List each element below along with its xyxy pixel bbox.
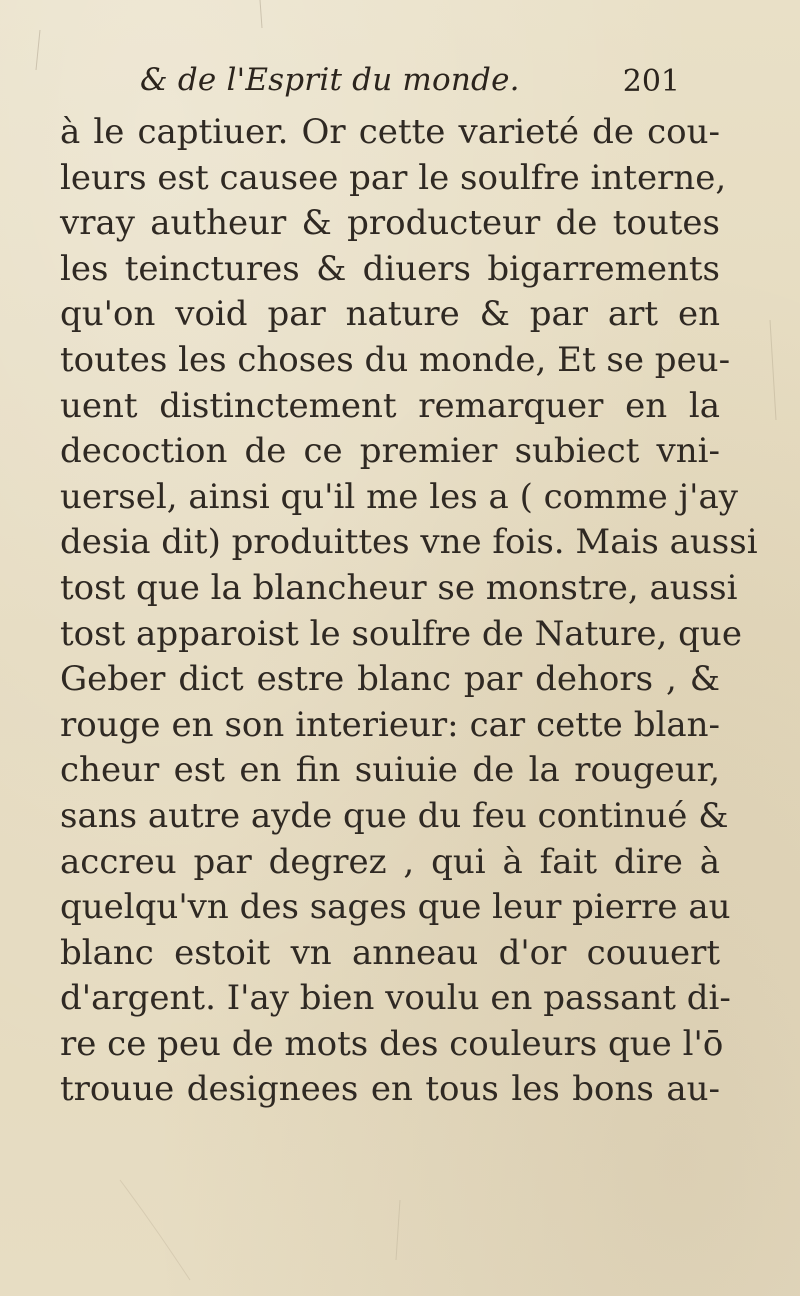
text-line: blanc estoit vn anneau d'or couuert — [60, 932, 720, 973]
text-line: à le captiuer. Or cette varieté de cou- — [60, 112, 720, 152]
text-line: uent distinctement remarquer en la — [60, 385, 720, 426]
text-line: d'argent. I'ay bien voulu en passant di- — [60, 978, 731, 1019]
page-number: 201 — [622, 64, 680, 99]
text-line: rouge en son interieur: car cette blan- — [60, 704, 720, 745]
text-line: qu'on void par nature & par art en — [60, 294, 720, 335]
text-line: quelqu'vn des sages que leur pierre au — [60, 887, 731, 928]
text-line: les teinctures & diuers bigarrements — [60, 248, 720, 289]
text-line: cheur est en fin suiuie de la rougeur, — [60, 750, 720, 791]
text-line: Geber dict estre blanc par dehors , & — [60, 659, 720, 700]
text-line: vray autheur & producteur de toutes — [60, 203, 720, 244]
text-line: re ce peu de mots des couleurs que l'ō — [60, 1023, 724, 1064]
page-header — [140, 60, 700, 108]
running-head: & de l'Esprit du monde. — [140, 62, 520, 98]
text-line: uersel, ainsi qu'il me les a ( comme j'ay — [60, 476, 738, 517]
text-line: accreu par degrez , qui à fait dire à — [60, 841, 720, 882]
body-text — [60, 110, 758, 1113]
text-line: desia dit) produittes vne fois. Mais aussi — [60, 522, 758, 563]
text-line: trouue designees en tous les bons au- — [60, 1069, 720, 1110]
text-line: toutes les choses du monde, Et se peu- — [60, 339, 731, 380]
text-line: tost apparoist le soulfre de Nature, que — [60, 613, 742, 654]
text-line: tost que la blancheur se monstre, aussi — [60, 567, 738, 608]
text-line: sans autre ayde que du feu continué & — [60, 795, 729, 836]
text-line: decoction de ce premier subiect vni- — [60, 431, 720, 472]
text-line: leurs est causee par le soulfre interne, — [60, 157, 727, 198]
